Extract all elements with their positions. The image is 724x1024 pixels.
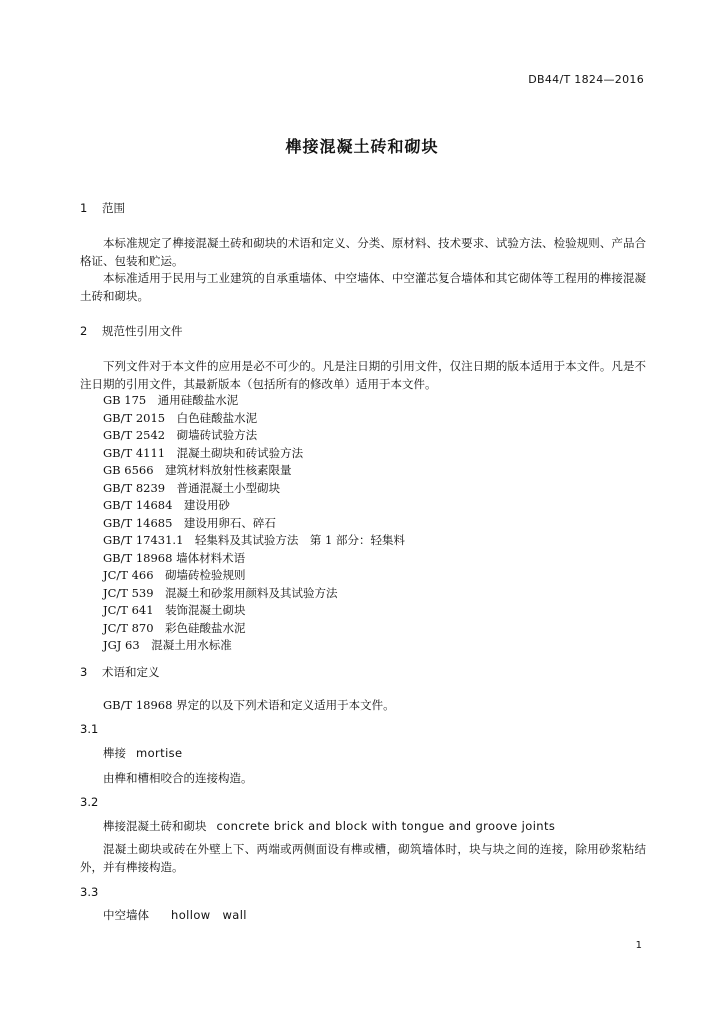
section-number: 2: [80, 324, 88, 338]
reference-item: JC/T 870 彩色硅酸盐水泥: [103, 620, 246, 635]
term-entry: [103, 818, 555, 834]
term-number: 3.3: [80, 885, 99, 899]
reference-item: GB/T 4111 混凝土砌块和砖试验方法: [103, 445, 304, 460]
section-title: 规范性引用文件: [102, 324, 183, 338]
reference-item: GB/T 2015 白色硅酸盐水泥: [103, 410, 258, 425]
reference-item: GB 6566 建筑材料放射性核素限量: [103, 463, 292, 477]
scope-paragraph-1: 本标准规定了榫接混凝土砖和砌块的术语和定义、分类、原材料、技术要求、试验方法、检验规则、产品合格证、包装和贮运。: [80, 236, 646, 268]
section-title: 范围: [102, 201, 125, 215]
reference-item: GB 175 通用硅酸盐水泥: [103, 393, 239, 407]
reference-item: GB/T 14684 建设用砂: [103, 498, 230, 512]
section-number: 3: [80, 665, 88, 679]
reference-item: JC/T 641 装饰混凝土砌块: [103, 603, 246, 617]
reference-list: [103, 392, 405, 655]
reference-item: GB/T 8239 普通混凝土小型砌块: [103, 480, 281, 495]
section-heading-terms: [80, 664, 160, 680]
term-number: 3.1: [80, 722, 99, 736]
term-entry: [103, 745, 183, 761]
document-id: DB44/T 1824—2016: [528, 73, 644, 86]
term-number: 3.2: [80, 795, 99, 809]
section-number: 1: [80, 201, 88, 215]
section-heading-scope: [80, 200, 125, 216]
reference-item: JGJ 63 混凝土用水标准: [103, 638, 232, 652]
term-en: mortise: [136, 746, 183, 760]
term-zh: 榫接混凝土砖和砌块: [103, 819, 207, 833]
term-en: hollow wall: [171, 908, 247, 922]
term-entry: [103, 907, 247, 923]
page-title: 榫接混凝土砖和砌块: [285, 137, 439, 156]
section-title: 术语和定义: [102, 665, 160, 679]
reference-item: GB/T 14685 建设用卵石、碎石: [103, 515, 276, 530]
term-definition: 混凝土砌块或砖在外壁上下、两端或两侧面设有榫或槽，砌筑墙体时，块与块之间的连接，除用砂浆粘结外，并有榫接构造。: [80, 842, 646, 874]
reference-item: GB/T 2542 砌墙砖试验方法: [103, 428, 258, 442]
term-zh: 榫接: [103, 746, 126, 760]
refs-intro-paragraph: 下列文件对于本文件的应用是必不可少的。凡是注日期的引用文件，仅注日期的版本适用于本文件。凡是不注日期的引用文件，其最新版本（包括所有的修改单）适用于本文件。: [80, 359, 646, 391]
term-en: concrete brick and block with tongue and groove joints: [216, 819, 556, 833]
reference-item: GB/T 17431.1 轻集料及其试验方法 第 1 部分：轻集料: [103, 533, 406, 547]
reference-item: JC/T 539 混凝土和砂浆用颜料及其试验方法: [103, 585, 338, 600]
term-zh: 中空墙体: [103, 908, 149, 922]
terms-intro-paragraph: GB/T 18968 界定的以及下列术语和定义适用于本文件。: [103, 698, 395, 712]
reference-item: GB/T 18968 墙体材料术语: [103, 550, 246, 565]
term-definition: 由榫和槽相咬合的连接构造。: [103, 771, 253, 785]
scope-paragraph-2: 本标准适用于民用与工业建筑的自承重墙体、中空墙体、中空灌芯复合墙体和其它砌体等工程用的榫接混凝土砖和砌块。: [80, 271, 646, 303]
page-number: 1: [635, 940, 642, 951]
section-heading-refs: [80, 323, 183, 339]
reference-item: JC/T 466 砌墙砖检验规则: [103, 568, 246, 582]
